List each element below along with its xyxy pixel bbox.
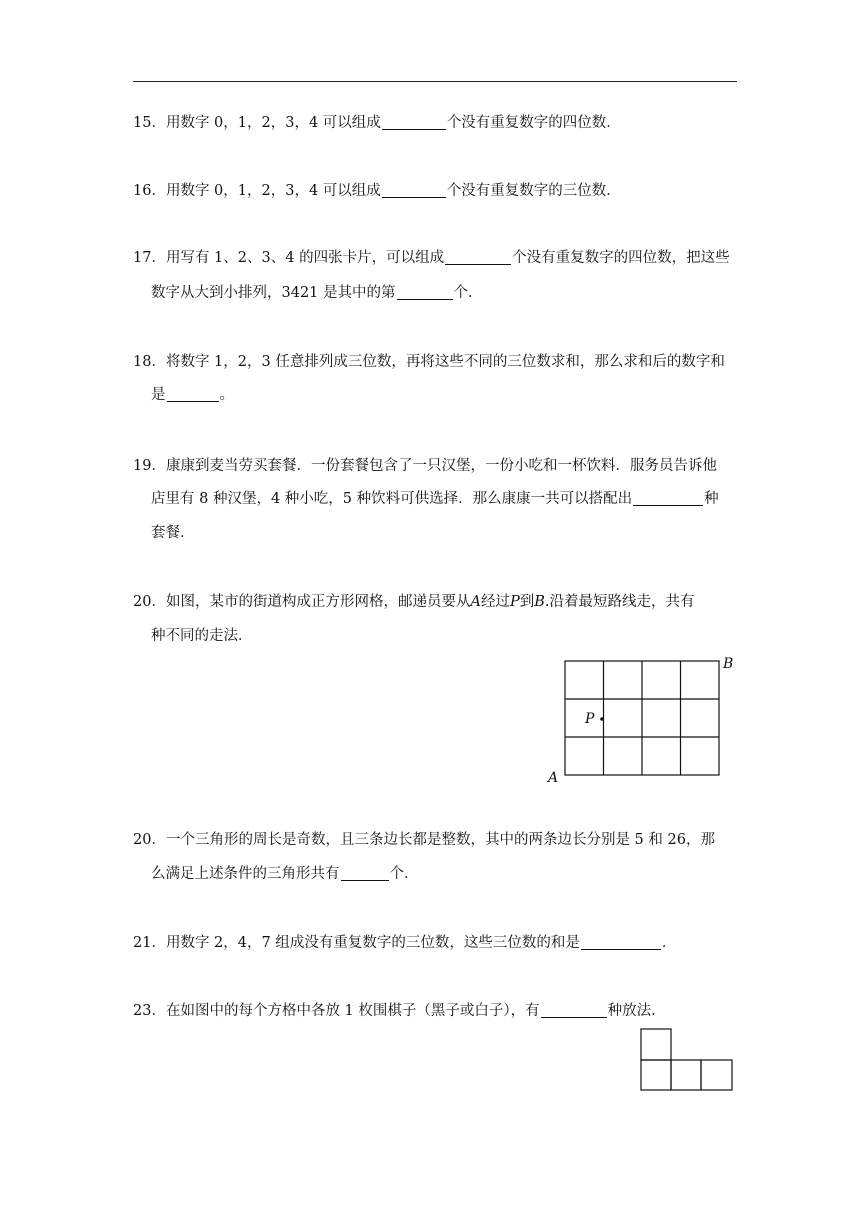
point-a-label: A (470, 594, 481, 610)
grid-label-a: A (548, 770, 559, 786)
problem-18-line-1 (133, 352, 725, 372)
problem-19-text: 康康到麦当劳买套餐．一份套餐包含了一只汉堡，一份小吃和一杯饮料．服务员告诉他 (165, 458, 717, 474)
answer-blank (581, 935, 661, 950)
problem-19-number: 19． (133, 458, 166, 474)
problem-16-text-before: 用数字 0，1，2，3，4 可以组成 (165, 183, 381, 199)
problem-15-text-before: 用数字 0，1，2，3，4 可以组成 (165, 115, 381, 131)
answer-blank (341, 866, 389, 881)
problem-18-line-2 (151, 385, 234, 405)
problem-17-number: 17． (133, 250, 166, 266)
problem-21-number: 21． (133, 935, 166, 951)
answer-blank (541, 1003, 607, 1018)
answer-blank (445, 250, 511, 265)
point-p-dot (600, 717, 604, 721)
problem-20-line-2: 种不同的走法． (151, 628, 253, 644)
problem-18-text: 将数字 1，2，3 任意排列成三位数，再将这些不同的三位数求和，那么求和后的数字和 (165, 354, 725, 370)
problem-20-text-b: 经过 (480, 594, 510, 610)
problem-18-line-2-before: 是 (151, 387, 166, 403)
street-grid-figure (545, 655, 740, 785)
problem-17-text-before: 用写有 1、2、3、4 的四张卡片，可以组成 (165, 250, 445, 266)
answer-blank (382, 115, 446, 130)
problem-17-line-2-before: 数字从大到小排列，3421 是其中的第 (151, 285, 396, 301)
problem-20-triangle-line-1 (133, 830, 715, 850)
problem-16-text-after: 个没有重复数字的三位数． (446, 183, 621, 199)
problem-19-line-2 (151, 489, 719, 509)
problem-19-line-2-after: 种 (704, 491, 719, 507)
problem-19-line-2-before: 店里有 8 种汉堡，4 种小吃，5 种饮料可供选择．那么康康一共可以搭配出 (151, 491, 633, 507)
problem-15-number: 15． (133, 115, 166, 131)
problem-20b-text: 一个三角形的周长是奇数，且三条边长都是整数，其中的两条边长分别是 5 和 26，那 (165, 832, 715, 848)
answer-blank (633, 491, 703, 506)
grid-label-p: P (585, 711, 595, 727)
problem-21-text-before: 用数字 2，4，7 组成没有重复数字的三位数，这些三位数的和是 (165, 935, 580, 951)
problem-20-grid-line-2 (151, 626, 253, 646)
problem-19-line-1 (133, 456, 717, 476)
answer-blank (382, 183, 446, 198)
board-cell (671, 1060, 701, 1090)
problem-18-line-2-after: 。 (219, 387, 234, 403)
problem-16-number: 16． (133, 183, 166, 199)
problem-20-text-a: 如图，某市的街道构成正方形网格，邮递员要从 (165, 594, 471, 610)
grid-label-b: B (723, 656, 734, 672)
board-cell (701, 1060, 732, 1090)
problem-18-number: 18． (133, 354, 166, 370)
answer-blank (397, 285, 453, 300)
problem-17-text-after: 个没有重复数字的四位数，把这些 (512, 250, 730, 266)
problem-16 (133, 181, 621, 201)
problem-21 (133, 933, 676, 953)
problem-20-text-c: 到 (519, 594, 535, 610)
problem-23-text-after: 种放法． (607, 1003, 666, 1019)
problem-20-text-d: 沿着最短路线走，共有 (549, 594, 695, 610)
problem-20b-line-2-before: 么满足上述条件的三角形共有 (151, 866, 340, 882)
point-p-label: P (509, 594, 520, 610)
problem-17-line-2-after: 个． (453, 285, 483, 301)
problem-19-line-3: 套餐． (151, 525, 195, 541)
problem-20-grid-line-1 (133, 592, 694, 612)
problem-23-text-before: 在如图中的每个方格中各放 1 枚围棋子（黑子或白子），有 (165, 1003, 540, 1019)
board-cell (641, 1060, 671, 1090)
problem-15-text-after: 个没有重复数字的四位数． (446, 115, 621, 131)
problem-20b-line-2-after: 个． (389, 866, 419, 882)
problem-20-number: 20． (133, 594, 166, 610)
problem-19-line-3 (151, 523, 195, 543)
header-rule (133, 81, 737, 82)
go-board-cells-figure (638, 1026, 738, 1094)
point-b-label: B. (534, 594, 550, 610)
problem-20b-number: 20． (133, 832, 166, 848)
problem-21-text-after: ． (661, 935, 677, 951)
problem-17-line-2 (151, 283, 483, 303)
problem-23 (133, 1001, 666, 1021)
board-cell (641, 1029, 671, 1060)
problem-17-line-1 (133, 248, 730, 268)
problem-20-triangle-line-2 (151, 864, 419, 884)
problem-15 (133, 113, 621, 133)
answer-blank (167, 387, 219, 402)
problem-23-number: 23． (133, 1003, 166, 1019)
